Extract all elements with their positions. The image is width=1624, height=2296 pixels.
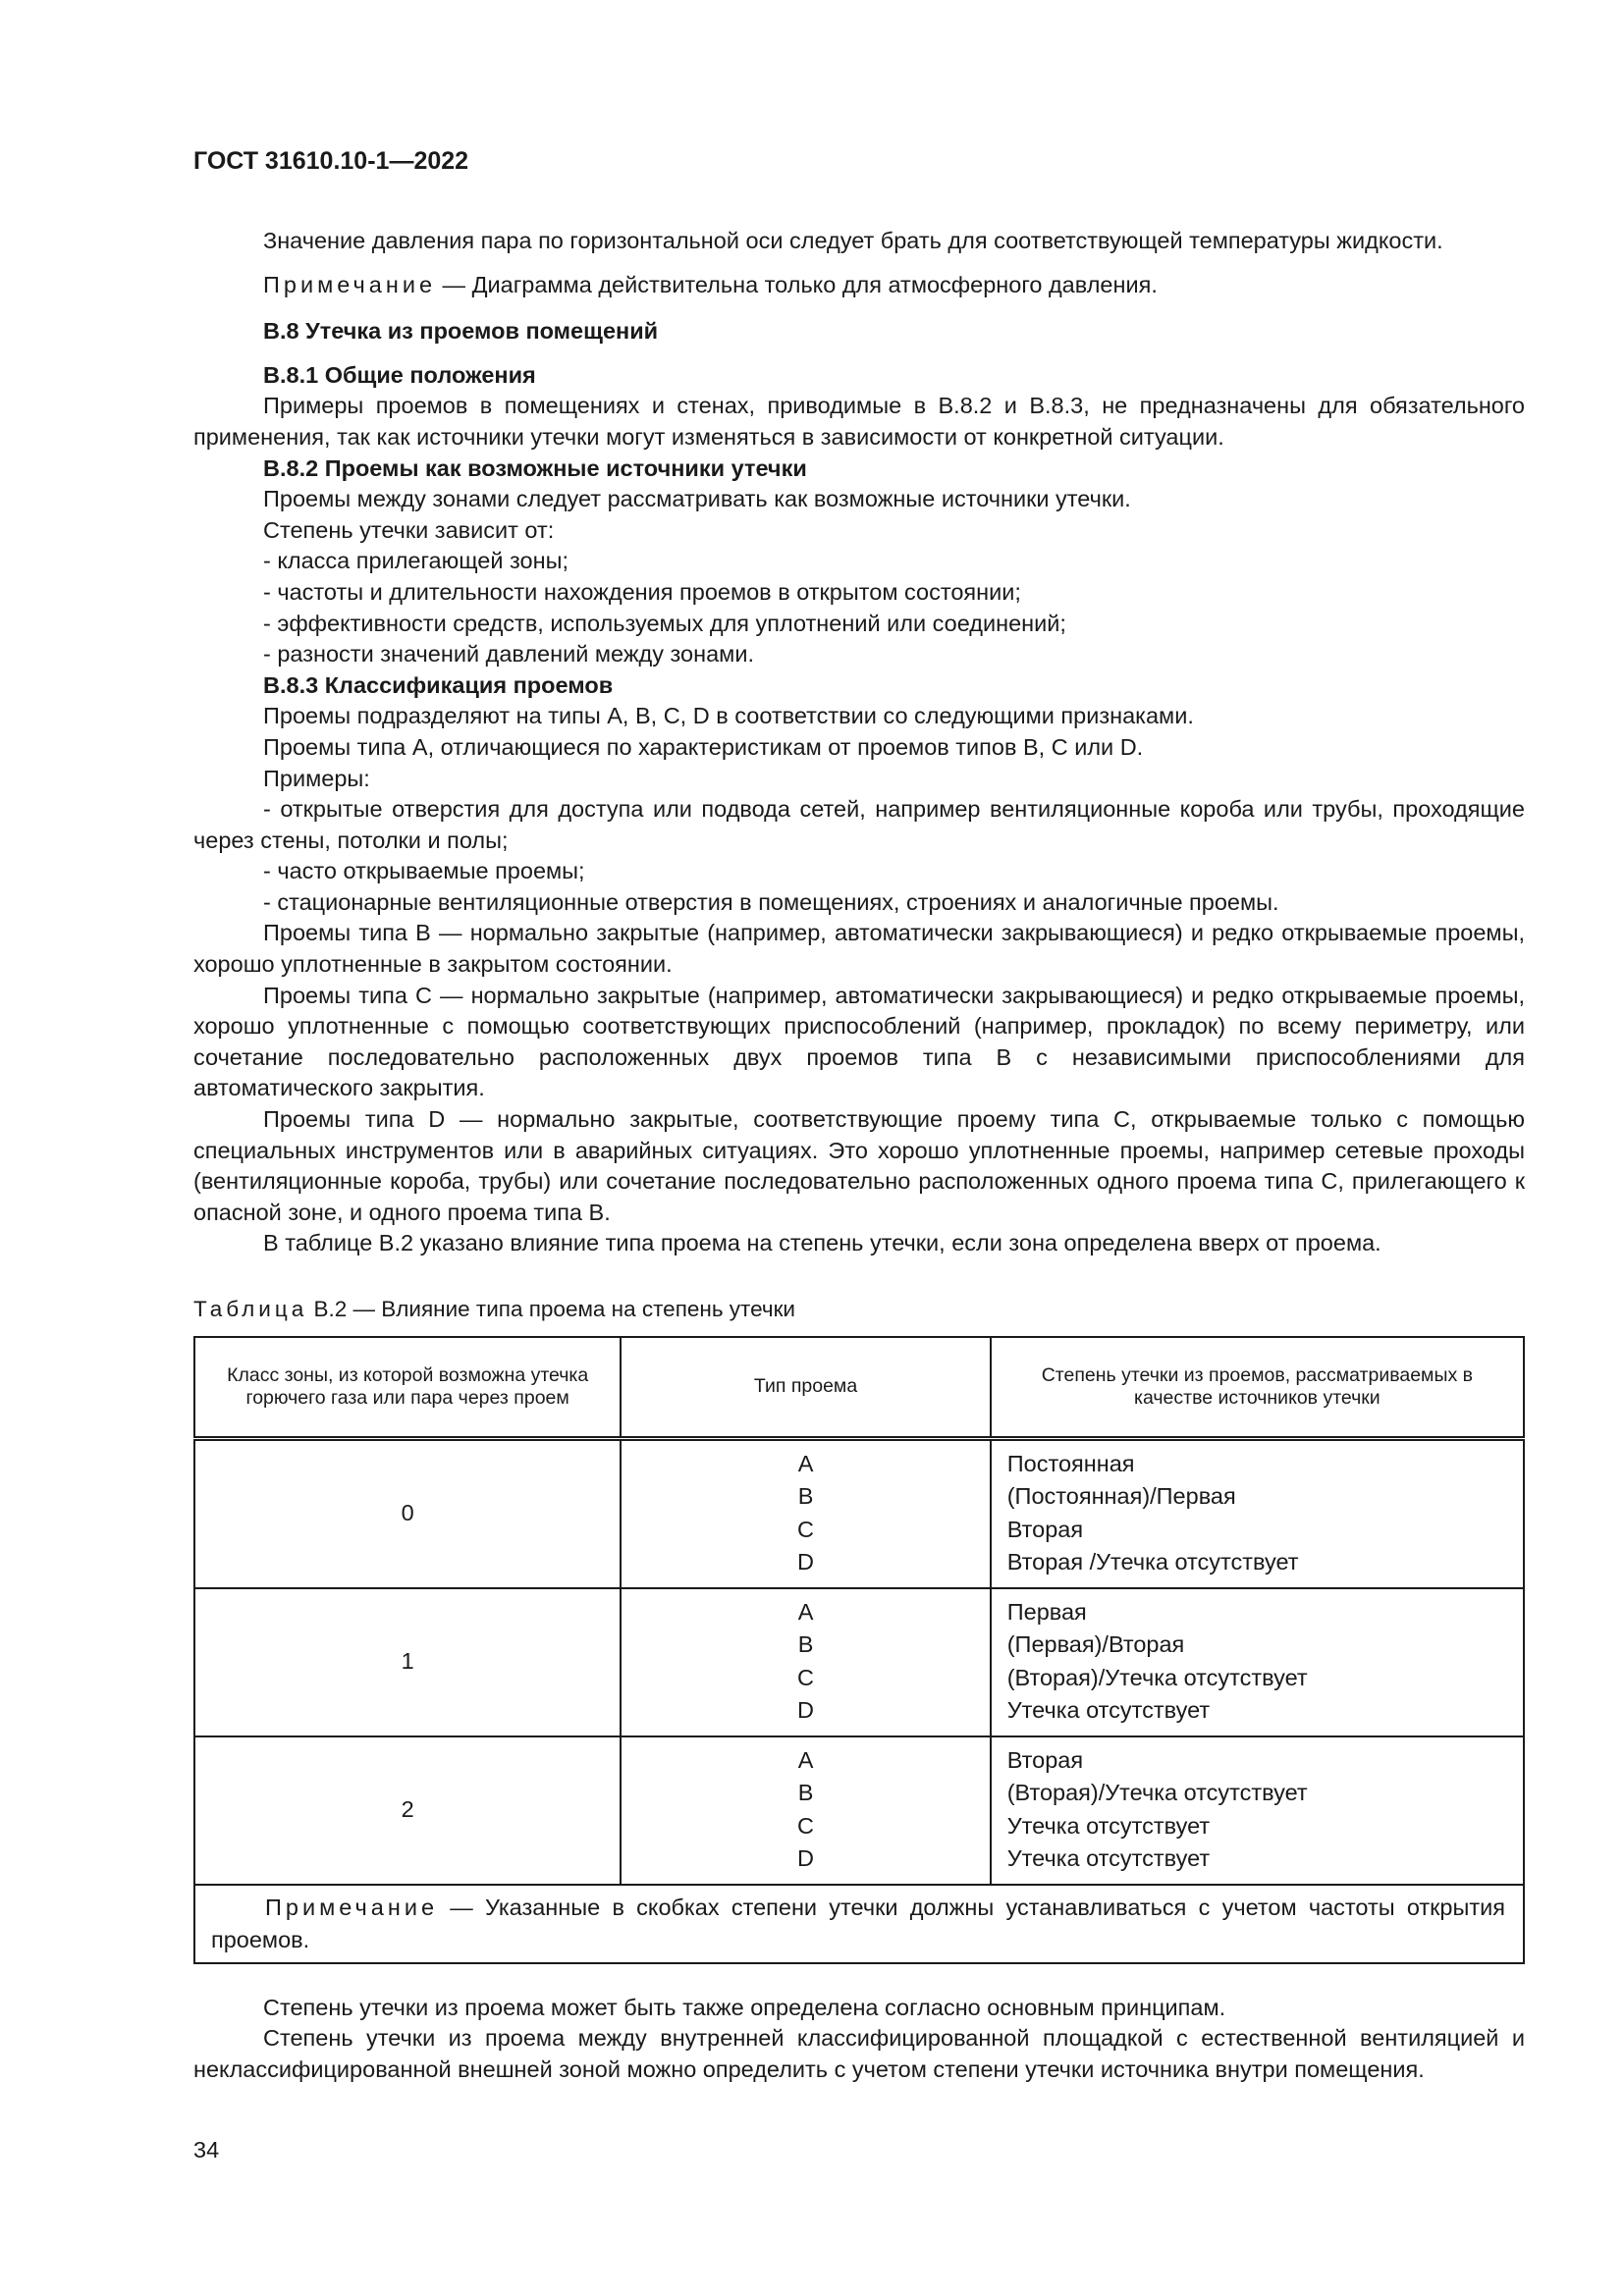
types-cell: [621, 1588, 990, 1736]
paragraph: Проемы между зонами следует рассматривать как возможные источники утечки.: [263, 486, 1131, 512]
paragraph-type-c: Проемы типа С — нормально закрытые (например, автоматически закрывающиеся) и редко открываемые проемы, хорошо уплотненные с помощью соответствующих приспособлений (например, прокладок) по всему периметру, или сочетание последовательно расположенных двух проемов типа В с независимыми приспособлениями для автоматического закрытия.: [193, 982, 1525, 1101]
paragraph: Степень утечки из проема между внутренней классифицированной площадкой с естественной вентиляцией и неклассифицированной внешней зоной можно определить с учетом степени утечки источника внутри помещения.: [193, 2025, 1525, 2082]
table-header-row: [194, 1337, 1524, 1439]
list-item: - часто открываемые проемы;: [263, 858, 585, 884]
paragraph: Степень утечки из проема может быть также определена согласно основным принципам.: [263, 1994, 1226, 2020]
degree-value: (Первая)/Вторая: [1006, 1631, 1185, 1658]
document-header: ГОСТ 31610.10-1—2022: [193, 147, 469, 175]
page-number: 34: [193, 2137, 220, 2163]
zone-cell: 1: [194, 1588, 621, 1736]
list-item: - класса прилегающей зоны;: [263, 548, 569, 574]
type-value: D: [797, 1697, 815, 1724]
degree-value: Утечка отсутствует: [1006, 1845, 1211, 1872]
type-value: А: [797, 1450, 814, 1476]
degree-cell: [991, 1588, 1524, 1736]
section-title-b8: В.8 Утечка из проемов помещений: [263, 318, 659, 345]
note-text: — Диаграмма действительна только для атмосферного давления.: [436, 271, 1158, 297]
degree-value: Постоянная: [1006, 1450, 1135, 1476]
table-caption: [193, 1294, 1525, 1325]
table-caption-text: В.2 — Влияние типа проема на степень утечки: [307, 1297, 795, 1321]
paragraph: Проемы типа А, отличающиеся по характеристикам от проемов типов В, С или D.: [263, 733, 1144, 760]
types-cell: [621, 1736, 990, 1885]
type-value: С: [797, 1664, 815, 1690]
degree-value: Утечка отсутствует: [1006, 1697, 1211, 1724]
header-leak-degree: Степень утечки из проемов, рассматриваемых в качестве источников утечки: [991, 1337, 1524, 1439]
type-value: В: [797, 1780, 814, 1806]
type-value: А: [797, 1598, 814, 1625]
paragraph: Степень утечки зависит от:: [263, 516, 555, 543]
list-item: - эффективности средств, используемых для уплотнений или соединений;: [263, 610, 1066, 636]
degree-value: Вторая /Утечка отсутствует: [1006, 1549, 1299, 1575]
zone-cell: 2: [194, 1736, 621, 1885]
note: [193, 270, 1525, 301]
section-title-b83: В.8.3 Классификация проемов: [263, 671, 614, 698]
note-label: Примечание: [263, 271, 437, 297]
table-row: [194, 1588, 1524, 1736]
type-value: А: [797, 1746, 814, 1773]
degree-cell: [991, 1736, 1524, 1885]
list-item: - частоты и длительности нахождения проемов в открытом состоянии;: [263, 578, 1021, 605]
paragraph: Значение давления пара по горизонтальной оси следует брать для соответствующей температуры жидкости.: [263, 228, 1443, 253]
degree-value: (Постоянная)/Первая: [1006, 1483, 1236, 1510]
type-value: D: [797, 1549, 815, 1575]
degree-cell: [991, 1438, 1524, 1588]
type-value: В: [797, 1483, 814, 1510]
paragraph-table-ref: В таблице В.2 указано влияние типа проема на степень утечки, если зона определена вверх от проема.: [263, 1230, 1381, 1256]
table-row: [194, 1736, 1524, 1885]
table-caption-label: Таблица: [193, 1297, 308, 1321]
header-zone-class: Класс зоны, из которой возможна утечка горючего газа или пара через проем: [194, 1337, 621, 1439]
degree-value: Первая: [1006, 1598, 1087, 1625]
degree-value: (Вторая)/Утечка отсутствует: [1006, 1780, 1308, 1806]
table-note-label: Примечание: [265, 1894, 439, 1920]
table-row: [194, 1438, 1524, 1588]
table-note: [194, 1885, 1524, 1963]
table-note-text: — Указанные в скобках степени утечки должны устанавливаться с учетом частоты открытия проемов.: [211, 1894, 1505, 1952]
leak-degree-table: [193, 1336, 1525, 1964]
paragraph: Примеры проемов в помещениях и стенах, приводимые в В.8.2 и В.8.3, не предназначены для обязательного применения, так как источники утечки могут изменяться в зависимости от конкретной ситуации.: [193, 393, 1525, 450]
degree-value: Утечка отсутствует: [1006, 1812, 1211, 1839]
type-value: С: [797, 1516, 815, 1542]
table-note-row: [194, 1885, 1524, 1963]
section-title-b81: В.8.1 Общие положения: [263, 361, 536, 388]
list-item: - стационарные вентиляционные отверстия в помещениях, строениях и аналогичные проемы.: [263, 888, 1279, 915]
list-item: - разности значений давлений между зонами.: [263, 641, 754, 667]
list-item: - открытые отверстия для доступа или подвода сетей, например вентиляционные короба или трубы, проходящие через стены, потолки и полы;: [193, 796, 1525, 853]
types-cell: [621, 1438, 990, 1588]
type-value: С: [797, 1812, 815, 1839]
header-opening-type: Тип проема: [621, 1337, 990, 1439]
paragraph-type-b: Проемы типа В — нормально закрытые (например, автоматически закрывающиеся) и редко открываемые проемы, хорошо уплотненные в закрытом состоянии.: [193, 920, 1525, 978]
degree-value: (Вторая)/Утечка отсутствует: [1006, 1664, 1308, 1690]
paragraph: Проемы подразделяют на типы А, В, С, D в соответствии со следующими признаками.: [263, 703, 1194, 729]
document-body: [193, 226, 1525, 2085]
type-value: В: [797, 1631, 814, 1658]
zone-cell: 0: [194, 1438, 621, 1588]
degree-value: Вторая: [1006, 1516, 1084, 1542]
paragraph-type-d: Проемы типа D — нормально закрытые, соответствующие проему типа С, открываемые только с помощью специальных инструментов или в аварийных ситуациях. Это хорошо уплотненные проемы, например сетевые проходы (вентиляционные короба, трубы) или сочетание последовательно расположенных одного проема типа С, прилегающего к опасной зоне, и одного проема типа В.: [193, 1106, 1525, 1225]
paragraph: Примеры:: [263, 765, 370, 791]
degree-value: Вторая: [1006, 1746, 1084, 1773]
section-title-b82: В.8.2 Проемы как возможные источники утечки: [263, 454, 807, 481]
type-value: D: [797, 1845, 815, 1872]
